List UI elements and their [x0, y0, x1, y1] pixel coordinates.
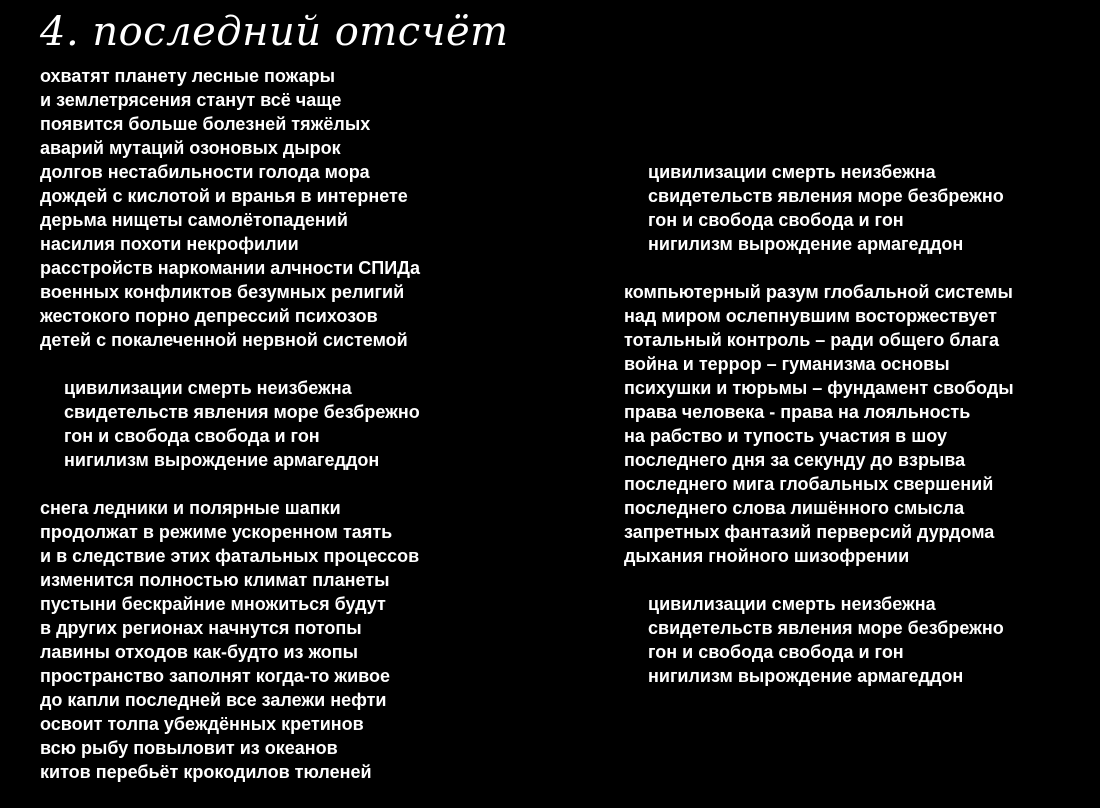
poem-line: лавины отходов как-будто из жопы: [40, 642, 359, 662]
poem-line: аварий мутаций озоновых дырок: [40, 138, 341, 158]
poem-line: дождей с кислотой и вранья в интернете: [40, 186, 408, 206]
poem-line: компьютерный разум глобальной системы: [624, 282, 1013, 302]
poem-line: последнего дня за секунду до взрыва: [624, 450, 966, 470]
poem-line: китов перебьёт крокодилов тюленей: [40, 762, 372, 782]
right-column: [624, 160, 1014, 712]
poem-line: детей с покалеченной нервной системой: [40, 330, 408, 350]
poem-line: освоит толпа убеждённых кретинов: [40, 714, 364, 734]
chorus-stanza: [624, 592, 1014, 688]
left-column: [40, 64, 420, 808]
poem-line: пустыни бескрайние множиться будут: [40, 594, 386, 614]
chorus-stanza: [624, 160, 1014, 256]
poem-line: нигилизм вырождение армагеддон: [648, 666, 964, 686]
poem-line: психушки и тюрьмы – фундамент свободы: [624, 378, 1014, 398]
poem-line: свидетельств явления море безбрежно: [648, 618, 1004, 638]
poem-line: долгов нестабильности голода мора: [40, 162, 370, 182]
poem-line: появится больше болезней тяжёлых: [40, 114, 371, 134]
poem-line: тотальный контроль – ради общего блага: [624, 330, 999, 350]
poem-line: последнего слова лишённого смысла: [624, 498, 965, 518]
poem-line: нигилизм вырождение армагеддон: [648, 234, 964, 254]
poem-line: дыхания гнойного шизофрении: [624, 546, 910, 566]
poem-line: насилия похоти некрофилии: [40, 234, 299, 254]
poem-line: запретных фантазий перверсий дурдома: [624, 522, 995, 542]
poem-line: свидетельств явления море безбрежно: [64, 402, 420, 422]
poem-line: до капли последней все залежи нефти: [40, 690, 387, 710]
poem-line: и землетрясения станут всё чаще: [40, 90, 342, 110]
poem-line: война и террор – гуманизма основы: [624, 354, 950, 374]
verse-stanza: [40, 64, 420, 352]
poem-line: гон и свобода свобода и гон: [64, 426, 320, 446]
poem-line: свидетельств явления море безбрежно: [648, 186, 1004, 206]
poem-line: права человека - права на лояльность: [624, 402, 971, 422]
poem-line: расстройств наркомании алчности СПИДа: [40, 258, 420, 278]
verse-stanza: [624, 280, 1014, 568]
poem-line: военных конфликтов безумных религий: [40, 282, 405, 302]
poem-line: цивилизации смерть неизбежна: [648, 162, 936, 182]
verse-stanza: [40, 496, 420, 784]
poem-line: пространство заполнят когда-то живое: [40, 666, 390, 686]
poem-line: нигилизм вырождение армагеддон: [64, 450, 380, 470]
poem-line: цивилизации смерть неизбежна: [648, 594, 936, 614]
poem-line: над миром ослепнувшим восторжествует: [624, 306, 997, 326]
poem-line: изменится полностью климат планеты: [40, 570, 390, 590]
poem-line: жестокого порно депрессий психозов: [40, 306, 378, 326]
poem-line: гон и свобода свобода и гон: [648, 210, 904, 230]
page-title: 4. последний отсчёт: [40, 9, 509, 55]
poem-line: цивилизации смерть неизбежна: [64, 378, 352, 398]
poem-line: охватят планету лесные пожары: [40, 66, 335, 86]
chorus-stanza: [40, 376, 420, 472]
poem-line: и в следствие этих фатальных процессов: [40, 546, 420, 566]
poem-line: в других регионах начнутся потопы: [40, 618, 362, 638]
poem-line: снега ледники и полярные шапки: [40, 498, 341, 518]
poem-line: гон и свобода свобода и гон: [648, 642, 904, 662]
poem-line: всю рыбу повыловит из океанов: [40, 738, 338, 758]
poem-line: дерьма нищеты самолётопадений: [40, 210, 348, 230]
poem-line: продолжат в режиме ускоренном таять: [40, 522, 393, 542]
poem-line: последнего мига глобальных свершений: [624, 474, 994, 494]
poem-line: на рабство и тупость участия в шоу: [624, 426, 947, 446]
